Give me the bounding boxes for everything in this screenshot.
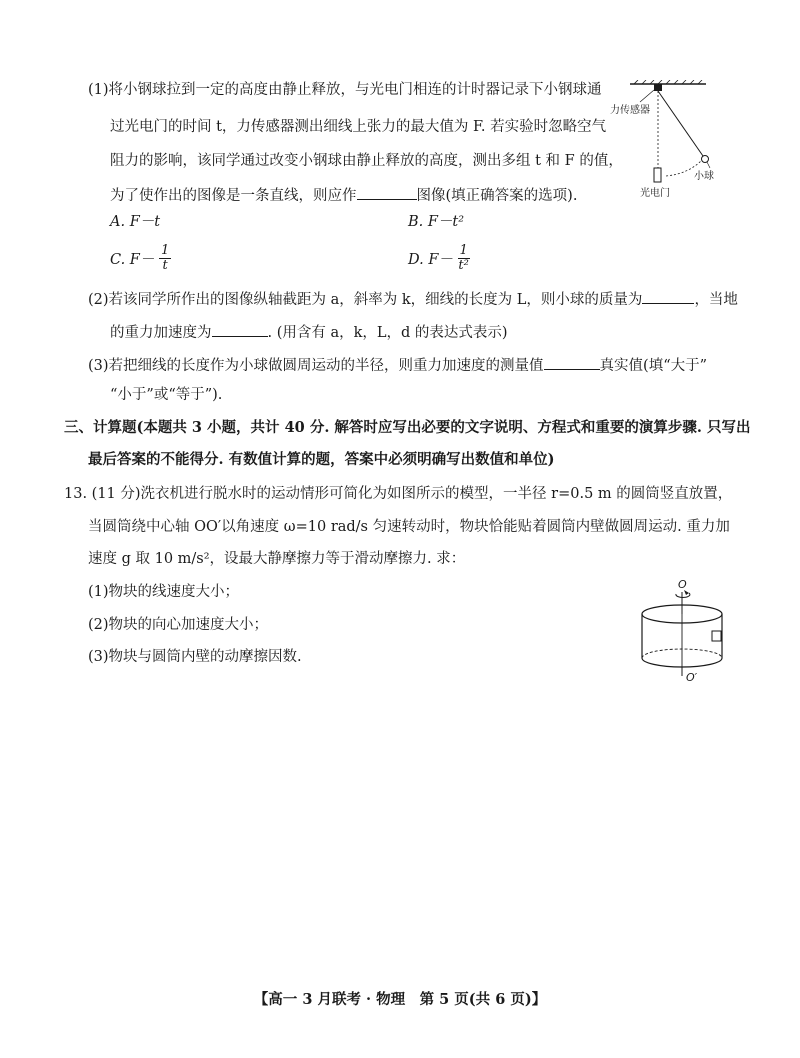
option-c-fraction [159,244,171,273]
answer-blank-1 [357,185,417,200]
q13-sub1: (1)物块的线速度大小； [88,584,240,600]
answer-blank-2 [642,289,694,304]
answer-blank-4 [544,355,600,370]
ball [702,156,709,163]
answer-blank-3 [212,322,268,337]
option-d [408,244,470,273]
q12-part1-line4-pre: 为了使作出的图像是一条直线，则应作 [110,188,357,204]
photogate [654,168,661,182]
option-d-denominator: t² [458,258,469,273]
q12-part2-line1-post: ，当地 [694,292,738,308]
option-c-denominator: t [162,258,168,273]
option-a: A. F－t [110,214,161,230]
q12-part2-line1 [88,289,738,310]
q12-part1-line3: 阻力的影响，该同学通过改变小钢球由静止释放的高度，测出多组 t 和 F 的值， [110,153,623,169]
option-d-prefix: D. F－ [408,252,453,268]
q12-part3-line1-post: 真实值(填“大于” [599,358,708,374]
force-sensor-label: 力传感器 [610,105,650,116]
q13-line2: 当圆筒绕中心轴 OO′以角速度 ω=10 rad/s 匀速转动时，物块恰能贴着圆筒内壁做圆周运动. 重力加 [88,519,730,535]
pendulum-svg [606,80,716,200]
pendulum-figure [606,80,716,200]
q13-line3: 速度 g 取 10 m/s²，设最大静摩擦力等于滑动摩擦力. 求： [88,551,466,567]
pendulum-string [658,91,703,156]
q13-sub2: (2)物块的向心加速度大小； [88,617,269,633]
option-c-numerator: 1 [160,243,170,258]
q12-part2-line2 [110,322,508,343]
q12-part1-line1: (1)将小钢球拉到一定的高度由静止释放，与光电门相连的计时器记录下小钢球通 [88,82,602,98]
cylinder-figure [632,578,742,690]
ball-label: 小球 [694,171,714,182]
q12-part3-line1 [88,355,707,376]
q12-part2-line2-post: . (用含有 a，k，L，d 的表达式表示) [267,325,508,341]
force-sensor [654,84,662,91]
option-c [110,244,171,273]
section3-line2: 最后答案的不能得分. 有数值计算的题，答案中必须明确写出数值和单位) [88,451,555,468]
photogate-label: 光电门 [640,188,670,199]
option-d-numerator: 1 [459,243,468,258]
section3-line1: 三、计算题(本题共 3 小题，共计 40 分. 解答时应写出必要的文字说明、方程式和重要的演算步骤. 只写出 [64,419,751,436]
q13-line1: 13. (11 分)洗衣机进行脱水时的运动情形可简化为如图所示的模型，一半径 r=0.5 m 的圆筒竖直放置， [64,486,733,502]
q13-sub3: (3)物块与圆筒内壁的动摩擦因数. [88,649,302,665]
q12-part3-line2: “小于”或“等于”). [110,387,223,403]
q12-part3-line1-pre: (3)若把细线的长度作为小球做圆周运动的半径，则重力加速度的测量值 [88,358,544,374]
page-footer: 【高一 3 月联考 · 物理 第 5 页(共 6 页)】 [253,991,547,1008]
q12-part1-line2: 过光电门的时间 t，力传感器测出细线上张力的最大值为 F. 若实验时忽略空气 [110,119,607,135]
ceiling-hatching [630,80,706,84]
q12-part2-line2-pre: 的重力加速度为 [110,325,212,341]
option-d-fraction [458,244,470,273]
axis-top-label: O [678,578,687,591]
q12-part1-line4-post: 图像(填正确答案的选项). [416,188,578,204]
q12-part1-line4 [110,185,577,206]
axis-bottom-label: O′ [686,671,698,684]
q12-part2-line1-pre: (2)若该同学所作出的图像纵轴截距为 a，斜率为 k，细线的长度为 L，则小球的质量为 [88,292,643,308]
option-c-prefix: C. F－ [110,252,155,268]
block-on-wall [712,631,721,641]
option-b: B. F－t² [408,214,465,230]
